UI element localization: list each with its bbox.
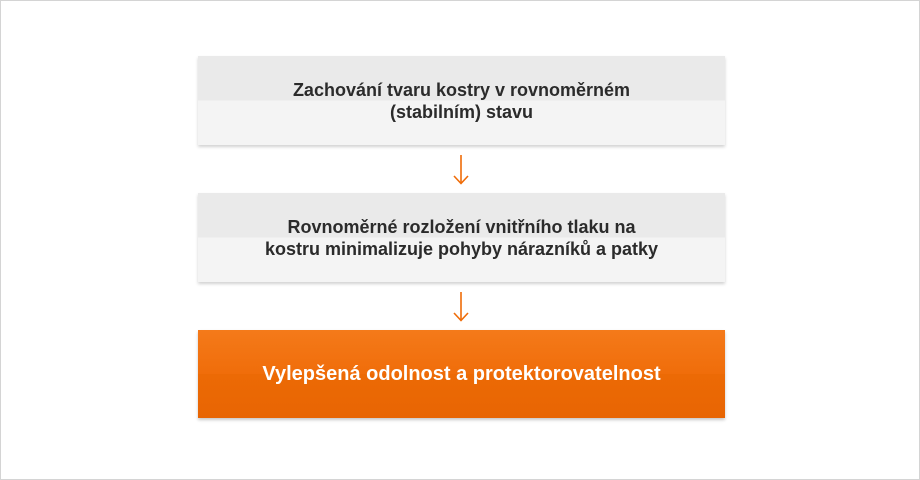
step-box-2 <box>198 193 725 282</box>
step-2-line-1: Rovnoměrné rozložení vnitřního tlaku na <box>287 216 636 237</box>
step-text-1 <box>293 79 630 123</box>
result-box <box>198 330 725 418</box>
step-1-line-1: Zachování tvaru kostry v rovnoměrném <box>292 79 631 100</box>
step-box-1 <box>198 56 725 145</box>
step-text-2 <box>265 216 658 260</box>
arrow-down-icon <box>452 154 470 186</box>
arrow-down-icon <box>452 291 470 323</box>
step-1-line-2: (stabilním) stavu <box>389 101 534 122</box>
step-2-line-2: kostru minimalizuje pohyby nárazníků a patky <box>264 238 659 259</box>
result-text: Vylepšená odolnost a protektorovatelnost <box>262 363 661 385</box>
